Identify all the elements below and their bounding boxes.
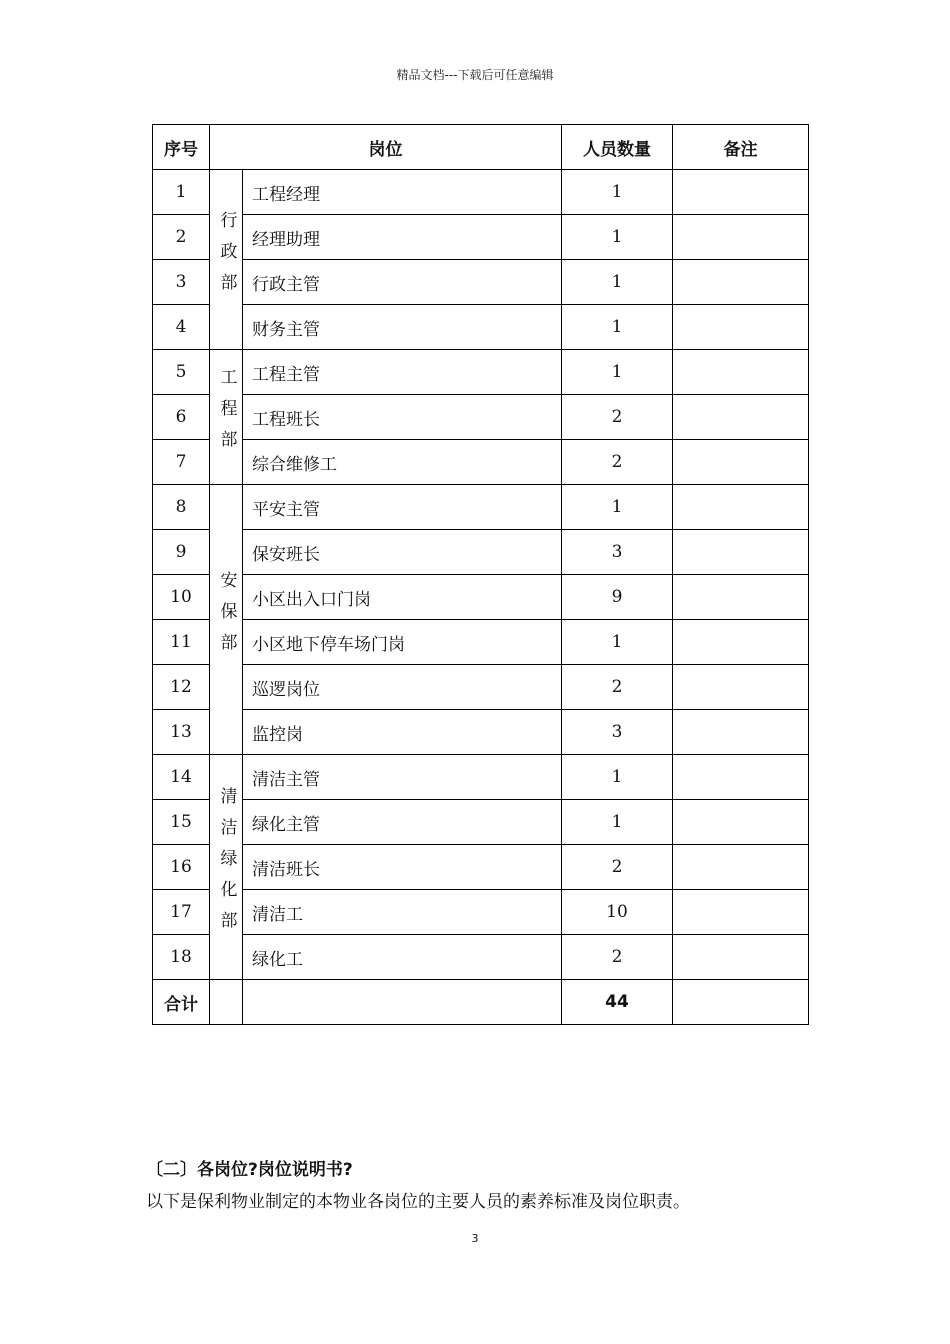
row-number: 1	[153, 170, 210, 215]
row-number: 5	[153, 350, 210, 395]
table-row	[153, 395, 809, 440]
row-number: 16	[153, 845, 210, 890]
note-cell	[673, 890, 809, 935]
position-name: 清洁主管	[243, 755, 562, 800]
position-name: 绿化工	[243, 935, 562, 980]
table-row	[153, 935, 809, 980]
note-cell	[673, 485, 809, 530]
staff-count: 1	[562, 170, 673, 215]
page-header: 精品文档---下载后可任意编辑	[396, 68, 554, 82]
row-number: 11	[153, 620, 210, 665]
department-cell	[210, 350, 243, 485]
department-cell	[210, 755, 243, 980]
position-name: 财务主管	[243, 305, 562, 350]
note-cell	[673, 395, 809, 440]
staff-count: 2	[562, 665, 673, 710]
note-cell	[673, 305, 809, 350]
staff-count: 2	[562, 395, 673, 440]
table-row	[153, 575, 809, 620]
table-header-row	[153, 125, 809, 170]
position-name: 行政主管	[243, 260, 562, 305]
position-name: 保安班长	[243, 530, 562, 575]
staff-count: 1	[562, 620, 673, 665]
staffing-table	[152, 124, 809, 1025]
position-name: 监控岗	[243, 710, 562, 755]
note-cell	[673, 935, 809, 980]
position-name: 工程班长	[243, 395, 562, 440]
position-name: 平安主管	[243, 485, 562, 530]
column-header-no: 序号	[153, 125, 210, 170]
note-cell	[673, 440, 809, 485]
note-cell	[673, 845, 809, 890]
note-cell	[673, 710, 809, 755]
total-count: 44	[562, 980, 673, 1025]
row-number: 2	[153, 215, 210, 260]
table-row	[153, 755, 809, 800]
row-number: 6	[153, 395, 210, 440]
total-note-empty	[673, 980, 809, 1025]
department-cell	[210, 485, 243, 755]
staff-count: 10	[562, 890, 673, 935]
staff-count: 1	[562, 800, 673, 845]
staff-count: 1	[562, 215, 673, 260]
table-row	[153, 350, 809, 395]
section-body-text: 以下是保利物业制定的本物业各岗位的主要人员的素养标准及岗位职责。	[146, 1192, 690, 1212]
table-row	[153, 485, 809, 530]
column-header-note: 备注	[673, 125, 809, 170]
note-cell	[673, 575, 809, 620]
position-name: 小区地下停车场门岗	[243, 620, 562, 665]
row-number: 18	[153, 935, 210, 980]
staff-count: 2	[562, 440, 673, 485]
total-label: 合计	[153, 980, 210, 1025]
note-cell	[673, 620, 809, 665]
position-name: 经理助理	[243, 215, 562, 260]
position-name: 巡逻岗位	[243, 665, 562, 710]
total-position-empty	[243, 980, 562, 1025]
table-row	[153, 800, 809, 845]
department-name: 清洁绿化部	[216, 787, 237, 942]
row-number: 10	[153, 575, 210, 620]
staff-count: 9	[562, 575, 673, 620]
staff-count: 1	[562, 260, 673, 305]
position-name: 综合维修工	[243, 440, 562, 485]
position-name: 小区出入口门岗	[243, 575, 562, 620]
row-number: 8	[153, 485, 210, 530]
row-number: 4	[153, 305, 210, 350]
table-row	[153, 260, 809, 305]
staff-count: 1	[562, 305, 673, 350]
staff-count: 1	[562, 350, 673, 395]
table-row	[153, 305, 809, 350]
table-row	[153, 710, 809, 755]
note-cell	[673, 665, 809, 710]
table-row	[153, 530, 809, 575]
total-dept-empty	[210, 980, 243, 1025]
note-cell	[673, 215, 809, 260]
department-name: 行政部	[216, 210, 237, 304]
page-number: 3	[471, 1232, 479, 1245]
position-name: 清洁班长	[243, 845, 562, 890]
row-number: 9	[153, 530, 210, 575]
row-number: 15	[153, 800, 210, 845]
department-name: 工程部	[216, 368, 237, 461]
table-body	[153, 170, 809, 1025]
note-cell	[673, 755, 809, 800]
note-cell	[673, 260, 809, 305]
note-cell	[673, 530, 809, 575]
column-header-count: 人员数量	[562, 125, 673, 170]
department-name: 安保部	[216, 570, 237, 664]
position-name: 工程经理	[243, 170, 562, 215]
staff-count: 3	[562, 530, 673, 575]
staff-count: 2	[562, 935, 673, 980]
staff-count: 1	[562, 755, 673, 800]
position-name: 工程主管	[243, 350, 562, 395]
row-number: 3	[153, 260, 210, 305]
table-row	[153, 845, 809, 890]
table-row	[153, 215, 809, 260]
table-row	[153, 440, 809, 485]
row-number: 12	[153, 665, 210, 710]
note-cell	[673, 800, 809, 845]
table-row	[153, 170, 809, 215]
table-row	[153, 620, 809, 665]
table-row	[153, 665, 809, 710]
department-cell	[210, 170, 243, 350]
position-name: 绿化主管	[243, 800, 562, 845]
note-cell	[673, 170, 809, 215]
staff-count: 1	[562, 485, 673, 530]
row-number: 13	[153, 710, 210, 755]
table-row	[153, 890, 809, 935]
row-number: 14	[153, 755, 210, 800]
total-row	[153, 980, 809, 1025]
section-heading: 〔二〕各岗位?岗位说明书?	[146, 1160, 353, 1180]
note-cell	[673, 350, 809, 395]
position-name: 清洁工	[243, 890, 562, 935]
row-number: 17	[153, 890, 210, 935]
column-header-position: 岗位	[210, 125, 562, 170]
staff-count: 3	[562, 710, 673, 755]
row-number: 7	[153, 440, 210, 485]
staff-count: 2	[562, 845, 673, 890]
